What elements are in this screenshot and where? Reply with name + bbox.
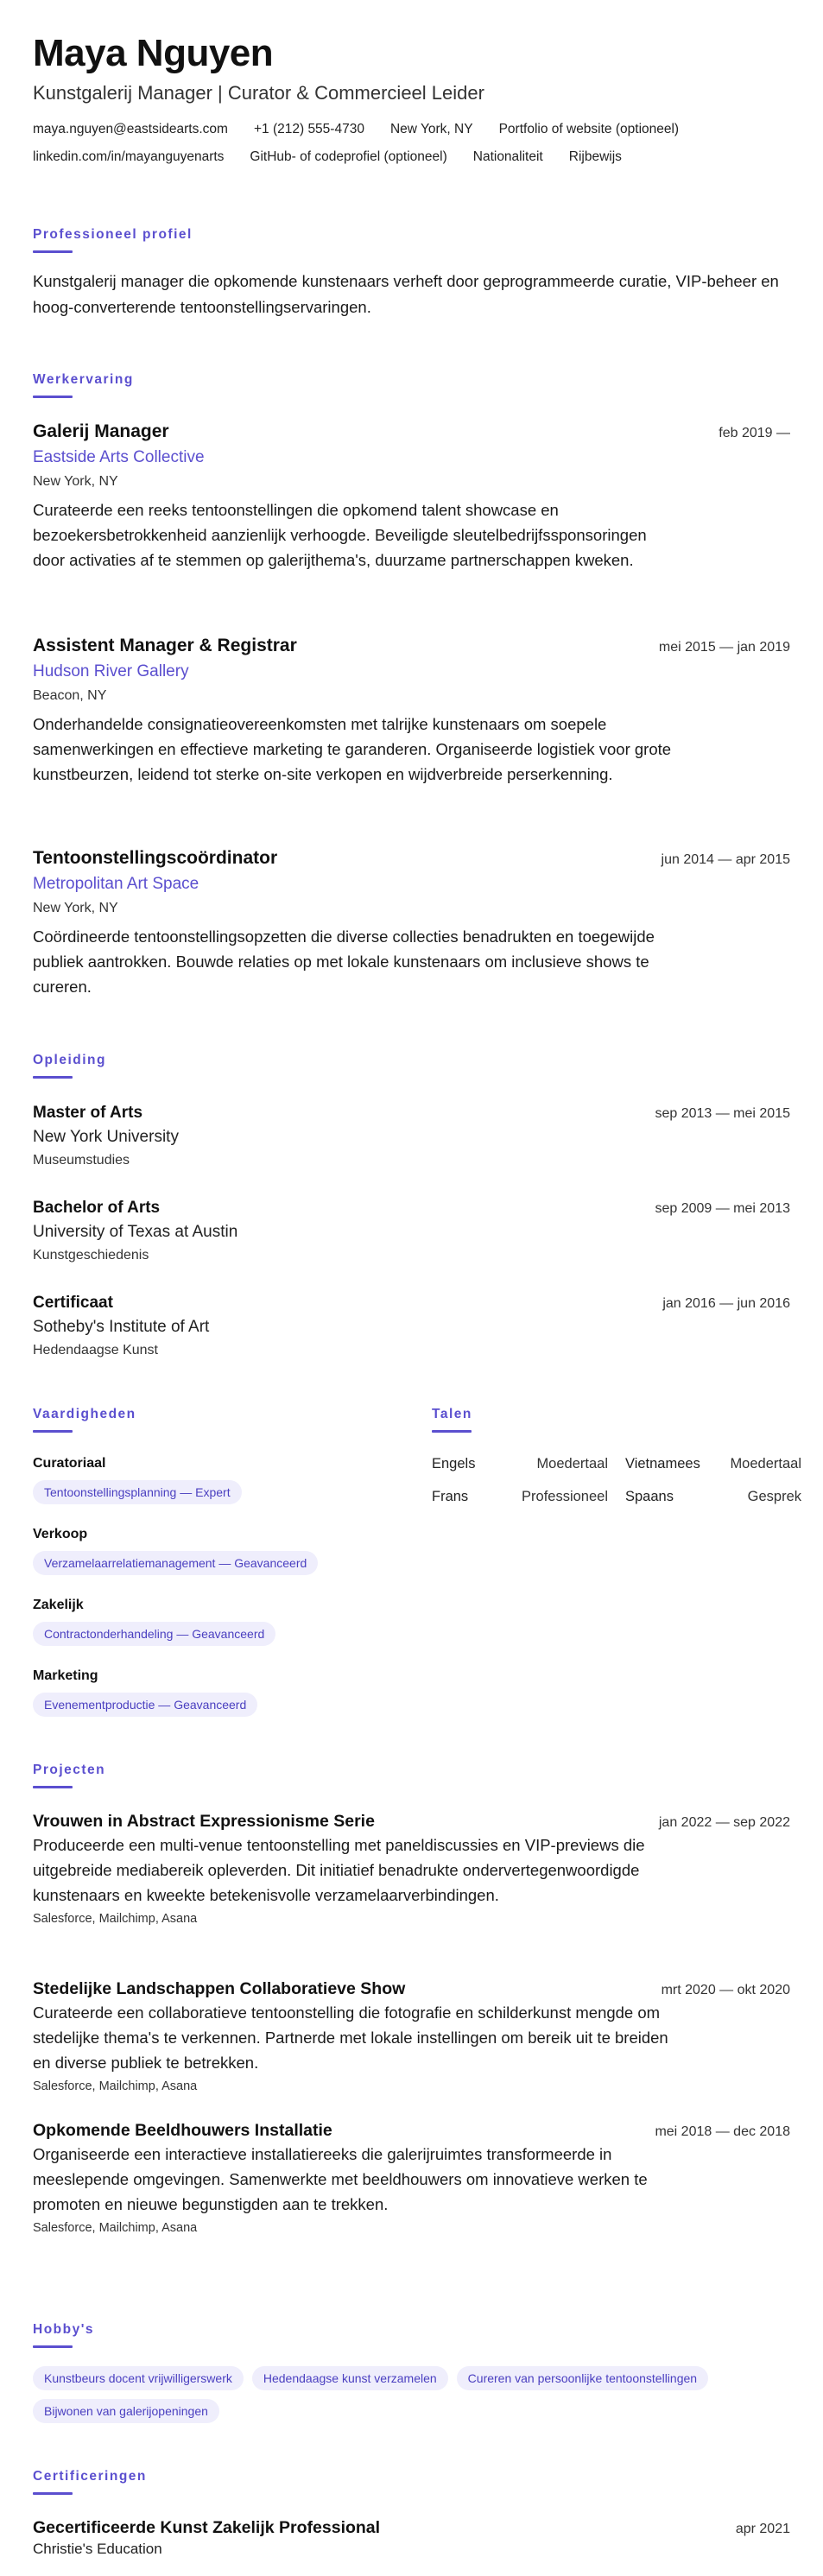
certification-name: Gecertificeerde Kunst Zakelijk Professional xyxy=(33,2518,381,2537)
job-description: Onderhandelde consignatieovereenkomsten met talrijke kunstenaars om soepele samenwerkingen en effectieve marketing te garanderen. Organiseerde logistiek voor grote kunstbeurzen, leidend tot sterke on-site verkopen en wijdverbreide perserkenning. xyxy=(33,715,672,783)
field-of-study: Hedendaagse Kunst xyxy=(33,1343,158,1358)
section-divider xyxy=(33,2345,73,2348)
certification-date: apr 2021 xyxy=(735,2522,790,2536)
section-divider xyxy=(33,2492,73,2495)
degree: Bachelor of Arts xyxy=(33,1199,161,1217)
project-description: Curateerde een collaboratieve tentoonstelling die fotografie en schilderkunst mengde om stedelijke thema's te verkennen. Partnerde met lokale instellingen om bereik uit te breiden en diverse publiek te betrekken. xyxy=(33,2003,668,2072)
job-title: Galerij Manager xyxy=(33,421,169,441)
contact-info xyxy=(33,121,801,166)
language-name: Engels xyxy=(432,1456,476,1472)
section-title: Vaardigheden xyxy=(33,1407,136,1421)
skill-chip: Verzamelaarrelatiemanagement — Geavanceerd xyxy=(33,1551,318,1575)
project-description: Organiseerde een interactieve installatiereeks die galerijruimtes transformeerde in meeslepende omgevingen. Samenwerkte met beeldhouwers om innovatieve werken te promoten en nieuwe begunstigden aan te trekken. xyxy=(33,2145,648,2213)
languages-section xyxy=(432,1406,801,1510)
skill-chip: Evenementproductie — Geavanceerd xyxy=(33,1693,257,1717)
section-divider xyxy=(33,1786,73,1788)
section-divider xyxy=(33,250,73,253)
experience-item xyxy=(33,846,790,999)
job-title: Assistent Manager & Registrar xyxy=(33,636,297,655)
certifications-section xyxy=(33,2468,790,2572)
job-company: Metropolitan Art Space xyxy=(33,875,199,893)
school: New York University xyxy=(33,1128,179,1146)
candidate-headline: Kunstgalerij Manager | Curator & Commercieel Leider xyxy=(33,82,484,104)
job-location: New York, NY xyxy=(33,901,118,915)
skill-category: Marketing xyxy=(33,1668,98,1683)
hobbies-list xyxy=(33,2366,801,2423)
language-item xyxy=(625,1454,801,1473)
contact-location: New York, NY xyxy=(389,122,473,136)
project-dates: mei 2018 — dec 2018 xyxy=(655,2124,790,2139)
skill-category: Curatoriaal xyxy=(33,1456,106,1471)
section-divider xyxy=(33,396,73,398)
section-divider xyxy=(33,1430,73,1433)
section-title: Professioneel profiel xyxy=(33,227,193,242)
education-section xyxy=(33,1052,790,1380)
hobby-chip: Hedendaagse kunst verzamelen xyxy=(252,2366,448,2390)
job-dates: jun 2014 — apr 2015 xyxy=(661,852,790,867)
education-dates: jan 2016 — jun 2016 xyxy=(662,1296,790,1311)
job-dates: feb 2019 — xyxy=(719,426,790,440)
project-dates: jan 2022 — sep 2022 xyxy=(658,1815,790,1830)
project-item xyxy=(33,2119,790,2237)
project-name: Stedelijke Landschappen Collaboratieve Show xyxy=(33,1979,406,1998)
contact-github[interactable]: GitHub- of codeprofiel (optioneel) xyxy=(250,149,447,164)
skills-languages-row xyxy=(33,1406,801,1734)
project-tools: Salesforce, Mailchimp, Asana xyxy=(33,2079,198,2093)
project-dates: mrt 2020 — okt 2020 xyxy=(661,1983,790,1997)
contact-linkedin[interactable]: linkedin.com/in/mayanguyenarts xyxy=(33,149,225,164)
degree: Certificaat xyxy=(33,1294,113,1312)
language-name: Vietnamees xyxy=(625,1456,700,1472)
language-item xyxy=(432,1487,608,1506)
contact-portfolio[interactable]: Portfolio of website (optioneel) xyxy=(498,122,680,136)
education-dates: sep 2009 — mei 2013 xyxy=(655,1201,790,1216)
contact-phone[interactable]: +1 (212) 555-4730 xyxy=(253,122,364,136)
language-level: Moedertaal xyxy=(730,1456,801,1472)
certification-item xyxy=(33,2516,790,2560)
job-dates: mei 2015 — jan 2019 xyxy=(658,640,790,655)
section-title: Werkervaring xyxy=(33,372,134,387)
school: University of Texas at Austin xyxy=(33,1223,238,1241)
education-dates: sep 2013 — mei 2015 xyxy=(655,1106,790,1121)
section-divider xyxy=(33,1076,73,1079)
language-name: Spaans xyxy=(625,1489,674,1504)
education-item xyxy=(33,1197,790,1266)
section-divider xyxy=(432,1430,472,1433)
language-name: Frans xyxy=(432,1489,469,1504)
section-title: Projecten xyxy=(33,1763,106,1777)
job-company: Eastside Arts Collective xyxy=(33,448,205,466)
degree: Master of Arts xyxy=(33,1104,143,1122)
school: Sotheby's Institute of Art xyxy=(33,1318,210,1336)
project-name: Opkomende Beeldhouwers Installatie xyxy=(33,2121,332,2140)
profile-summary: Kunstgalerij manager die opkomende kunstenaars verheft door geprogrammeerde curatie, VIP-beheer en hoog-converterende tentoonstellingservaringen. xyxy=(33,272,779,316)
section-title: Hobby's xyxy=(33,2322,95,2337)
education-item xyxy=(33,1102,790,1171)
experience-section xyxy=(33,371,790,1028)
project-tools: Salesforce, Mailchimp, Asana xyxy=(33,1912,198,1926)
projects-section xyxy=(33,1762,790,2297)
contact-drivers-license: Rijbewijs xyxy=(568,149,622,164)
hobby-chip: Bijwonen van galerijopeningen xyxy=(33,2399,219,2423)
experience-item xyxy=(33,634,790,787)
languages-list xyxy=(432,1454,801,1506)
resume-header xyxy=(33,31,790,166)
hobby-chip: Cureren van persoonlijke tentoonstellingen xyxy=(457,2366,708,2390)
job-description: Coördineerde tentoonstellingsopzetten die diverse collecties benadrukten en toegewijde publiek aantrokken. Bouwde relaties op met lokale kunstenaars om inclusieve shows te cureren. xyxy=(33,927,655,996)
language-item xyxy=(432,1454,608,1473)
contact-email[interactable]: maya.nguyen@eastsidearts.com xyxy=(33,122,228,136)
project-item xyxy=(33,1810,790,1928)
field-of-study: Museumstudies xyxy=(33,1153,130,1168)
skill-chip: Contractonderhandeling — Geavanceerd xyxy=(33,1622,275,1646)
skill-chip: Tentoonstellingsplanning — Expert xyxy=(33,1480,242,1504)
project-name: Vrouwen in Abstract Expressionisme Serie xyxy=(33,1812,375,1831)
job-title: Tentoonstellingscoördinator xyxy=(33,848,278,868)
hobbies-section xyxy=(33,2321,790,2442)
language-level: Moedertaal xyxy=(536,1456,608,1472)
skills-section xyxy=(33,1406,413,1734)
project-tools: Salesforce, Mailchimp, Asana xyxy=(33,2221,198,2235)
certification-issuer: Christie's Education xyxy=(33,2541,162,2557)
education-item xyxy=(33,1292,790,1361)
job-location: New York, NY xyxy=(33,474,118,489)
section-title: Talen xyxy=(432,1407,472,1421)
candidate-name: Maya Nguyen xyxy=(33,32,274,74)
language-item xyxy=(625,1487,801,1506)
project-description: Produceerde een multi-venue tentoonstelling met paneldiscussies en VIP-previews die uitgebreide mediabereik opleverden. Dit initiatief benadrukte ondervertegenwoordigde kunstenaars en kweekte betekenisvolle verzamelaarverbindingen. xyxy=(33,1836,645,1904)
contact-nationality: Nationaliteit xyxy=(472,149,543,164)
skill-category: Verkoop xyxy=(33,1527,88,1541)
language-level: Professioneel xyxy=(522,1489,608,1504)
job-company: Hudson River Gallery xyxy=(33,662,189,680)
job-description: Curateerde een reeks tentoonstellingen die opkomend talent showcase en bezoekersbetrokkenheid aanzienlijk verhoogde. Beveiligde sleutelbedrijfssponsoringen door activaties af te stemmen op galerijthema's, duurzame partnerschappen kweken. xyxy=(33,501,647,569)
section-title: Opleiding xyxy=(33,1053,106,1067)
skill-category: Zakelijk xyxy=(33,1598,84,1612)
language-level: Gesprek xyxy=(747,1489,801,1504)
profile-section xyxy=(33,226,790,320)
job-location: Beacon, NY xyxy=(33,688,107,703)
hobby-chip: Kunstbeurs docent vrijwilligerswerk xyxy=(33,2366,244,2390)
experience-item xyxy=(33,420,790,573)
field-of-study: Kunstgeschiedenis xyxy=(33,1248,149,1263)
section-title: Certificeringen xyxy=(33,2469,147,2484)
project-item xyxy=(33,1978,790,2096)
